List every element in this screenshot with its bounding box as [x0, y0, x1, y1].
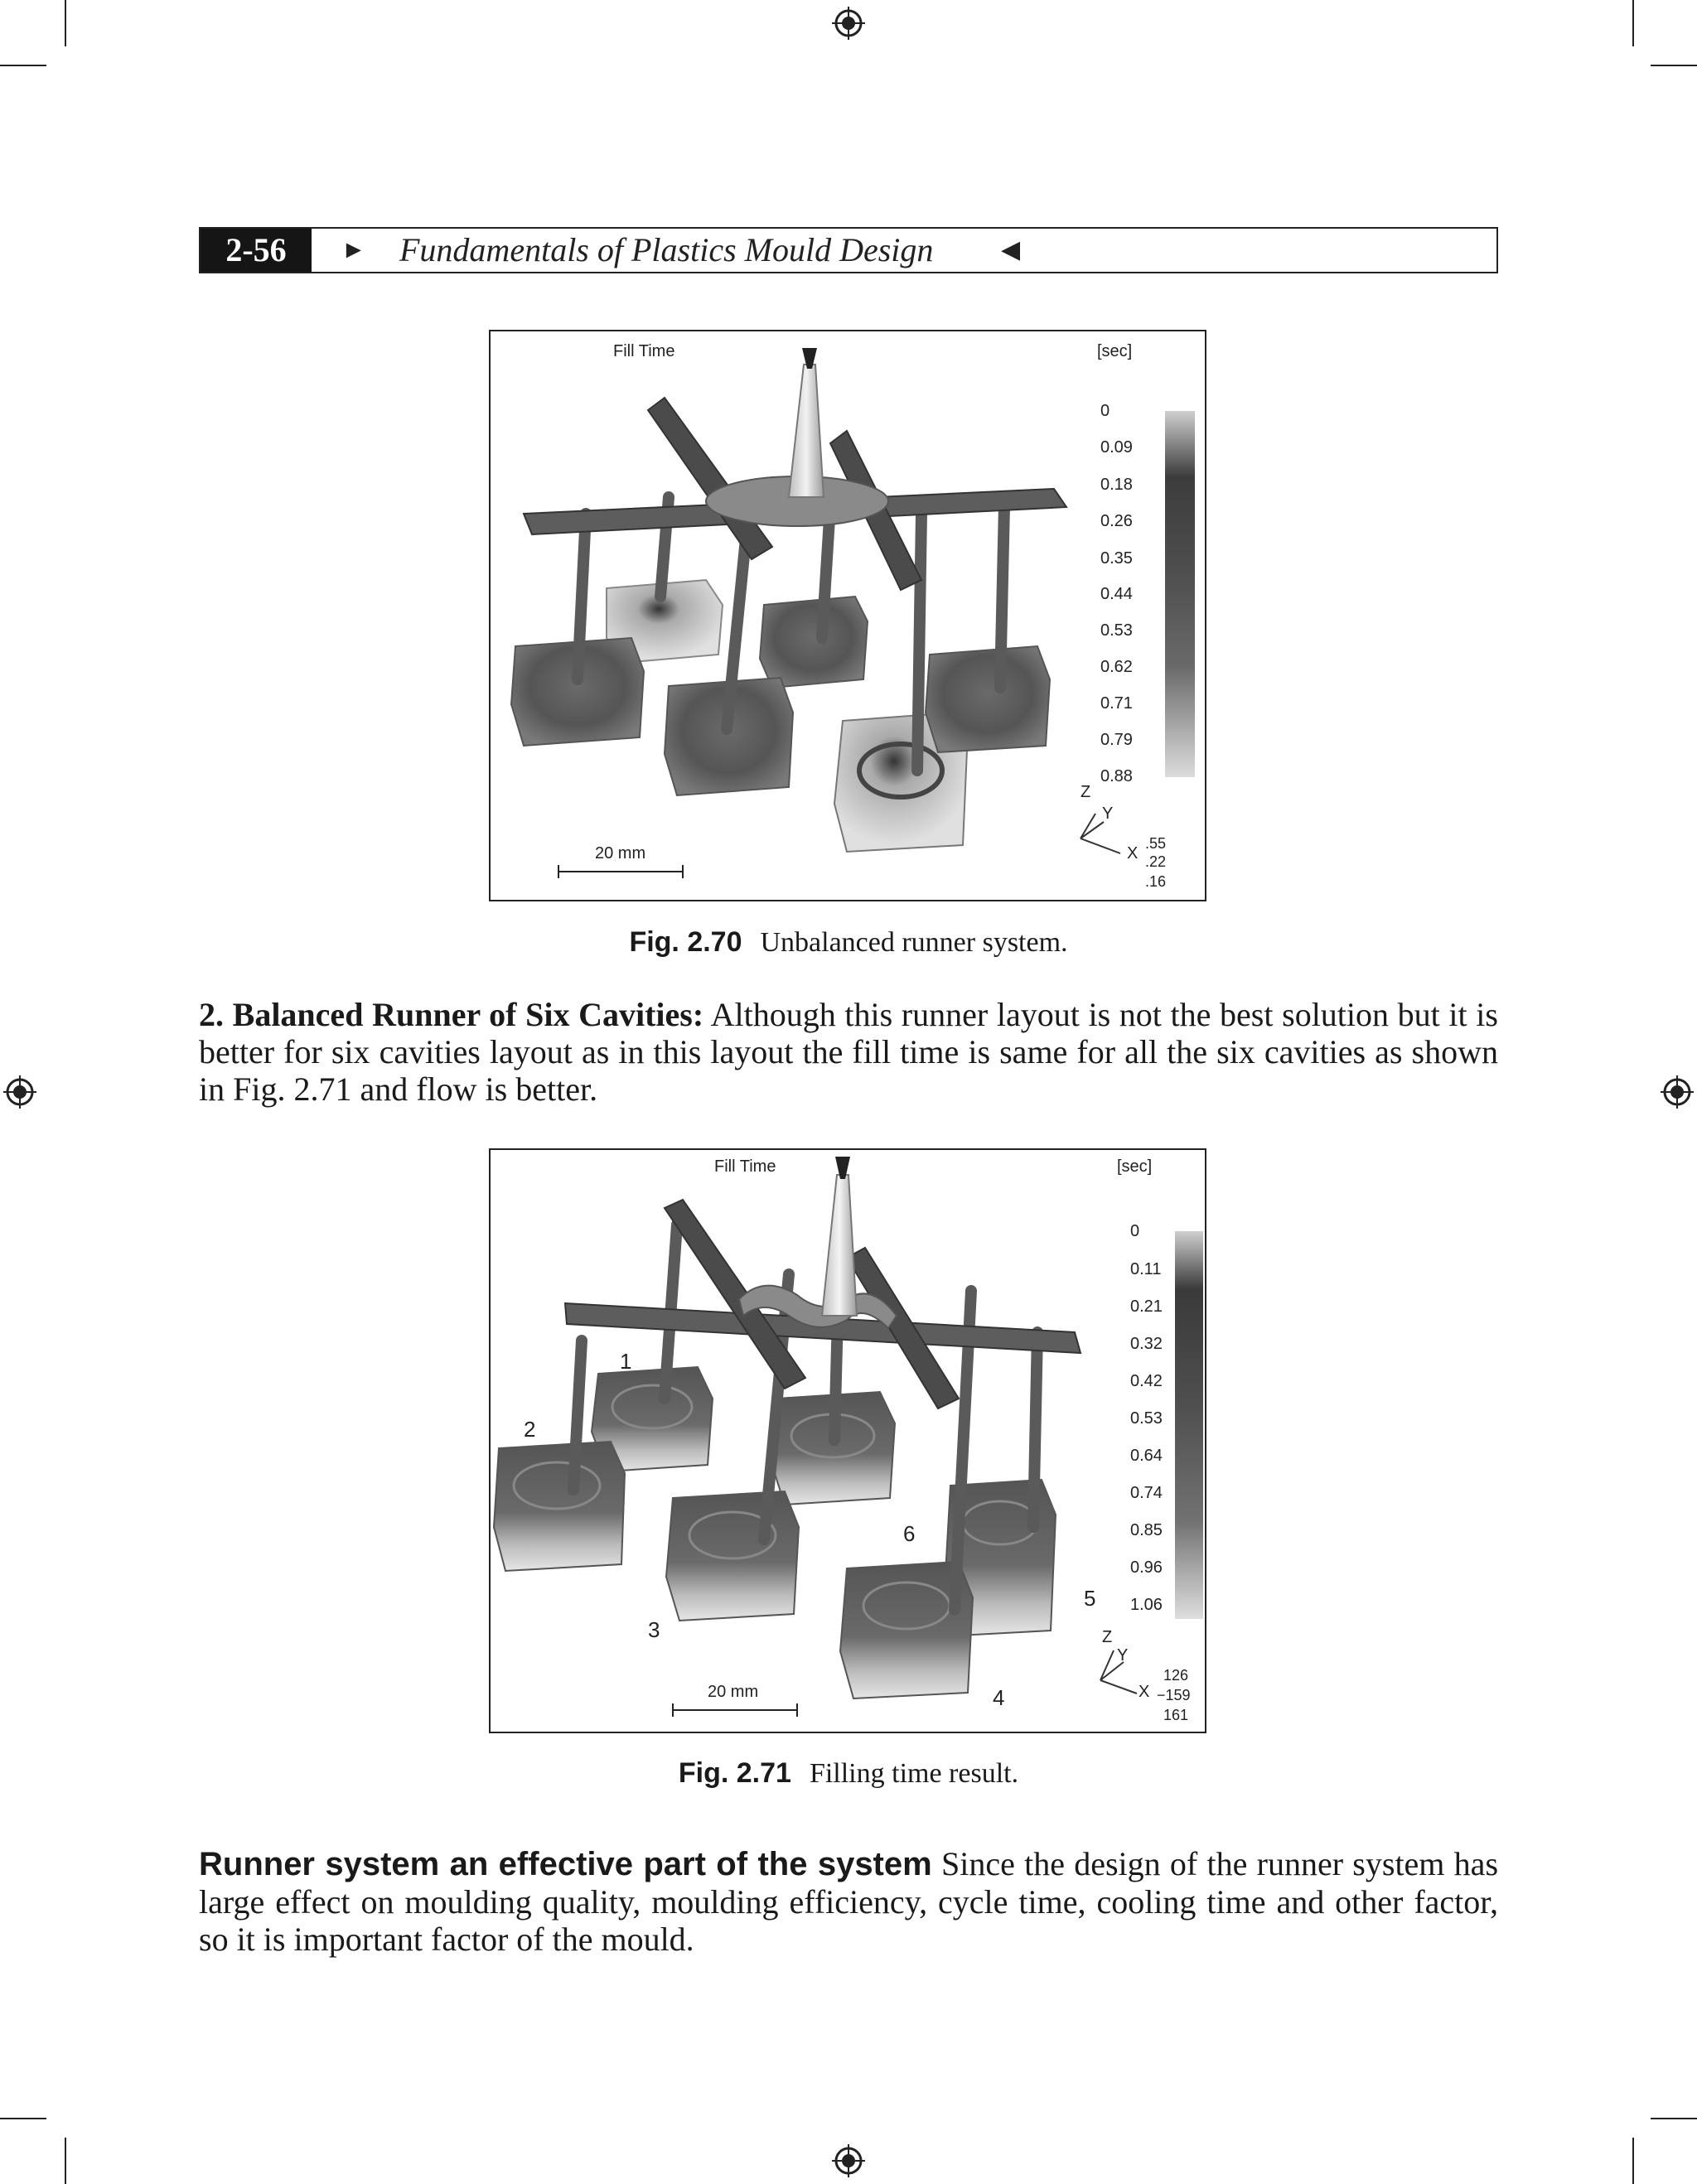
legend-value: 0.26: [1100, 512, 1133, 530]
color-scale-bar: [1175, 1231, 1203, 1619]
scale-label: 20 mm: [595, 844, 646, 862]
legend-value: 0.53: [1130, 1409, 1163, 1428]
axis-triad: [1081, 814, 1120, 853]
figure-2-71: [489, 1148, 1206, 1733]
figure-label: Fig. 2.70: [629, 926, 742, 958]
legend-value: 1.06: [1130, 1596, 1163, 1614]
color-scale-bar: [1165, 411, 1195, 777]
view-value: .16: [1145, 873, 1167, 890]
page-number: 2-56: [201, 229, 312, 272]
book-title: Fundamentals of Plastics Mould Design: [399, 231, 934, 268]
figure-caption: [0, 1757, 1697, 1790]
sprue: [822, 1157, 857, 1316]
legend-value: 0.96: [1130, 1558, 1163, 1577]
sprue: [789, 348, 824, 497]
cavity: [666, 1491, 799, 1621]
legend-value: 0.09: [1100, 438, 1133, 457]
legend-value: 0.88: [1100, 767, 1133, 785]
plot-title: Fill Time: [613, 342, 675, 360]
crop-mark: [1632, 2138, 1634, 2184]
legend-ticks: [1100, 402, 1133, 785]
legend-value: 0: [1130, 1222, 1140, 1240]
unit-label: [sec]: [1117, 1157, 1153, 1176]
registration-mark-icon: [1661, 1075, 1694, 1109]
legend-value: 0.64: [1130, 1447, 1163, 1465]
legend-value: 0.74: [1130, 1484, 1163, 1502]
figure-caption: [0, 926, 1697, 959]
legend-value: 0.79: [1100, 731, 1133, 749]
axis-y-label: Y: [1117, 1646, 1129, 1665]
registration-mark-icon: [3, 1075, 36, 1109]
cavity: [760, 597, 868, 688]
axis-x-label: X: [1139, 1683, 1150, 1701]
crop-mark: [65, 0, 66, 46]
legend-value: 0.62: [1100, 658, 1133, 676]
view-value: .55: [1145, 835, 1167, 852]
cavity-number: 6: [903, 1521, 916, 1546]
view-value: .22: [1145, 853, 1167, 870]
scale-bar: [558, 865, 683, 878]
section-body: Although this runner layout is not the best solution but it is better for six cavities layout as in this layout the fill time is same for all the six cavities as shown in Fig. 2.71 and flow is better.: [199, 996, 1498, 1108]
legend-value: 0.32: [1130, 1335, 1163, 1353]
registration-mark-icon: [832, 2144, 865, 2177]
view-value: 126: [1163, 1667, 1189, 1684]
legend-value: 0.35: [1100, 549, 1133, 568]
section-heading: 2. Balanced Runner of Six Cavities:: [199, 996, 704, 1033]
unit-label: [sec]: [1097, 342, 1133, 360]
crop-mark: [0, 2118, 46, 2119]
section-runner-system: [199, 1845, 1498, 1958]
caption-text: Filling time result.: [809, 1758, 1019, 1789]
crop-mark: [1651, 65, 1697, 66]
axis-z-label: Z: [1102, 1628, 1113, 1646]
cavity-number: 3: [648, 1617, 660, 1642]
cavity-number: 5: [1084, 1586, 1096, 1611]
fill-time-plot: [491, 331, 1205, 900]
view-value: 161: [1163, 1707, 1189, 1723]
axis-z-label: Z: [1081, 783, 1091, 801]
axis-x-label: X: [1127, 844, 1139, 862]
plot-title: Fill Time: [714, 1157, 776, 1176]
legend-value: 0.11: [1130, 1260, 1162, 1278]
scale-bar: [673, 1703, 797, 1717]
section-body: Since the design of the runner system has large effect on moulding quality, moulding efficiency, cycle time, cooling time and other factor, so it is important factor of the mould.: [199, 1845, 1499, 1958]
legend-value: 0.71: [1100, 694, 1133, 713]
caption-text: Unbalanced runner system.: [760, 927, 1068, 958]
legend-ticks: [1130, 1222, 1163, 1614]
cavity-number: 1: [620, 1349, 632, 1374]
cavity-number: 2: [524, 1417, 536, 1442]
legend-value: 0.44: [1100, 585, 1133, 603]
legend-value: 0.53: [1100, 621, 1133, 640]
section-balanced-runner: [199, 996, 1498, 1108]
crop-mark: [1632, 0, 1634, 46]
cavity-number: 4: [993, 1685, 1005, 1710]
legend-value: 0.18: [1100, 476, 1133, 494]
axis-y-label: Y: [1102, 805, 1114, 823]
figure-label: Fig. 2.71: [678, 1757, 791, 1789]
legend-value: 0.21: [1130, 1297, 1163, 1316]
fill-time-plot: [491, 1150, 1205, 1732]
registration-mark-icon: [832, 7, 865, 40]
crop-mark: [65, 2138, 66, 2184]
scale-label: 20 mm: [708, 1683, 759, 1701]
legend-value: 0: [1100, 402, 1110, 420]
crop-mark: [0, 65, 46, 66]
legend-value: 0.85: [1130, 1521, 1163, 1539]
view-value: −159: [1157, 1687, 1191, 1703]
figure-2-70: [489, 330, 1206, 901]
triangle-right-icon: ►: [341, 236, 366, 263]
cavity: [926, 646, 1050, 752]
cavity: [494, 1442, 625, 1571]
legend-value: 0.42: [1130, 1372, 1163, 1390]
crop-mark: [1651, 2118, 1697, 2119]
running-header: [199, 227, 1498, 273]
triangle-left-icon: ◀: [1001, 236, 1021, 263]
section-heading: Runner system an effective part of the system: [199, 1846, 932, 1882]
